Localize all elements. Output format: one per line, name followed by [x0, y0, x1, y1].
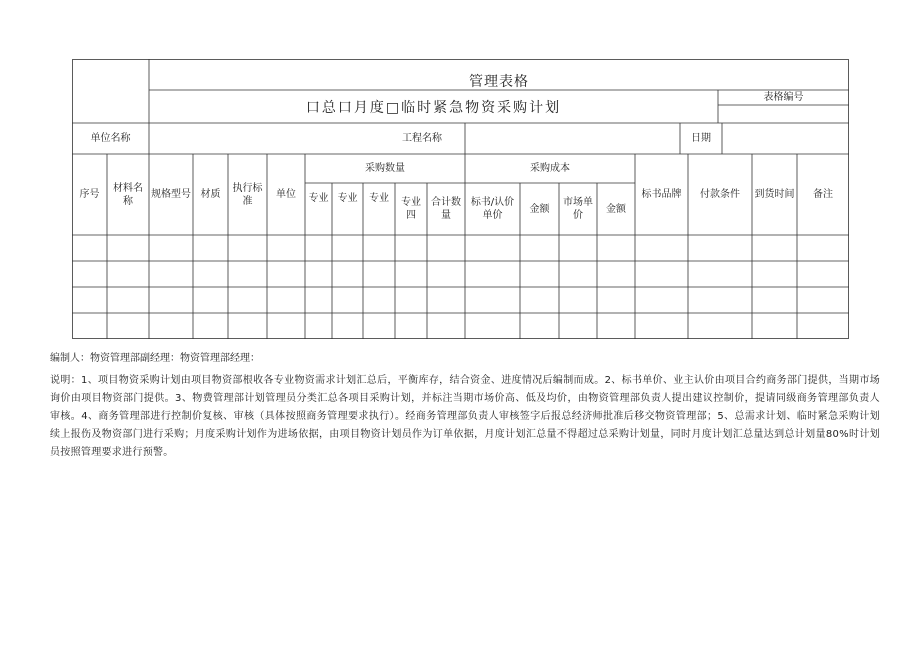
project-label: 工程名称: [402, 133, 442, 144]
col-bid-price: 标书/认价单价: [470, 197, 515, 221]
date-value[interactable]: [722, 123, 849, 154]
signers-line: 编制人：物资管理部副经理：物资管理部经理：: [50, 353, 260, 364]
project-value[interactable]: [465, 123, 680, 154]
procurement-form: [72, 59, 849, 339]
col-purchase-cost: 采购成本: [530, 163, 570, 174]
col-payment: 付款条件: [700, 189, 740, 200]
col-purchase-qty: 采购数量: [365, 163, 405, 174]
form-title: 管理表格: [469, 74, 529, 90]
col-material-name: 材料名称: [113, 182, 143, 207]
col-seq: 序号: [79, 189, 100, 200]
col-total-qty: 合计数量: [431, 197, 461, 221]
form-number-value[interactable]: [718, 105, 849, 123]
col-amount-2: 金额: [606, 203, 626, 215]
unit-label: 单位名称: [90, 133, 131, 144]
form-number-label: 表格编号: [763, 92, 804, 103]
col-spec-3: 专业: [369, 192, 389, 204]
col-material: 材质: [200, 189, 221, 200]
notes: 说明：1、项目物资采购计划由项目物资部根收各专业物资需求计划汇总后，平衡库存，结合资金、进度情况后编制而成。2、标书单价、业主认价由项目合约商务部门提供，当期市场询价由项目物资部门提供。3、物费管理部计划管理员分类汇总各项目采购计划，并标注当期市场价高、低及均价，由物资管理部负责人提出建议控制价，提请同级商务管理部负责人审核。4、商务管理部进行控制价复核、审核（具体按照商务管理要求执行）。经商务管理部负责人审核签字后报总经济师批准后移交物资管理部；5、总需求计划、临时紧急采购计划续上报伤及物资部门进行采购；月度采购计划作为进场依据，由项目物资计划员作为订单依据，月度计划汇总量不得超过总采购计划量，同时月度计划汇总量达到总计划量80%时计划员按照管理要求进行预警。: [50, 375, 880, 458]
col-brand: 标书品牌: [641, 189, 682, 200]
col-unit: 单位: [276, 189, 296, 200]
col-amount-1: 金额: [529, 203, 550, 215]
col-market-price: 市场单价: [563, 197, 593, 221]
col-standard: 执行标准: [232, 182, 263, 207]
col-spec-1: 专业: [308, 192, 329, 204]
col-spec: 规格型号: [151, 189, 191, 200]
col-remark: 备注: [813, 189, 833, 200]
date-label: 日期: [691, 133, 711, 144]
form-subtitle: 口总口月度□临时紧急物资采购计划: [305, 100, 562, 116]
col-arrival: 到货时间: [754, 189, 795, 200]
col-spec-4: 专业四: [401, 197, 421, 221]
col-spec-2: 专业: [337, 192, 358, 204]
